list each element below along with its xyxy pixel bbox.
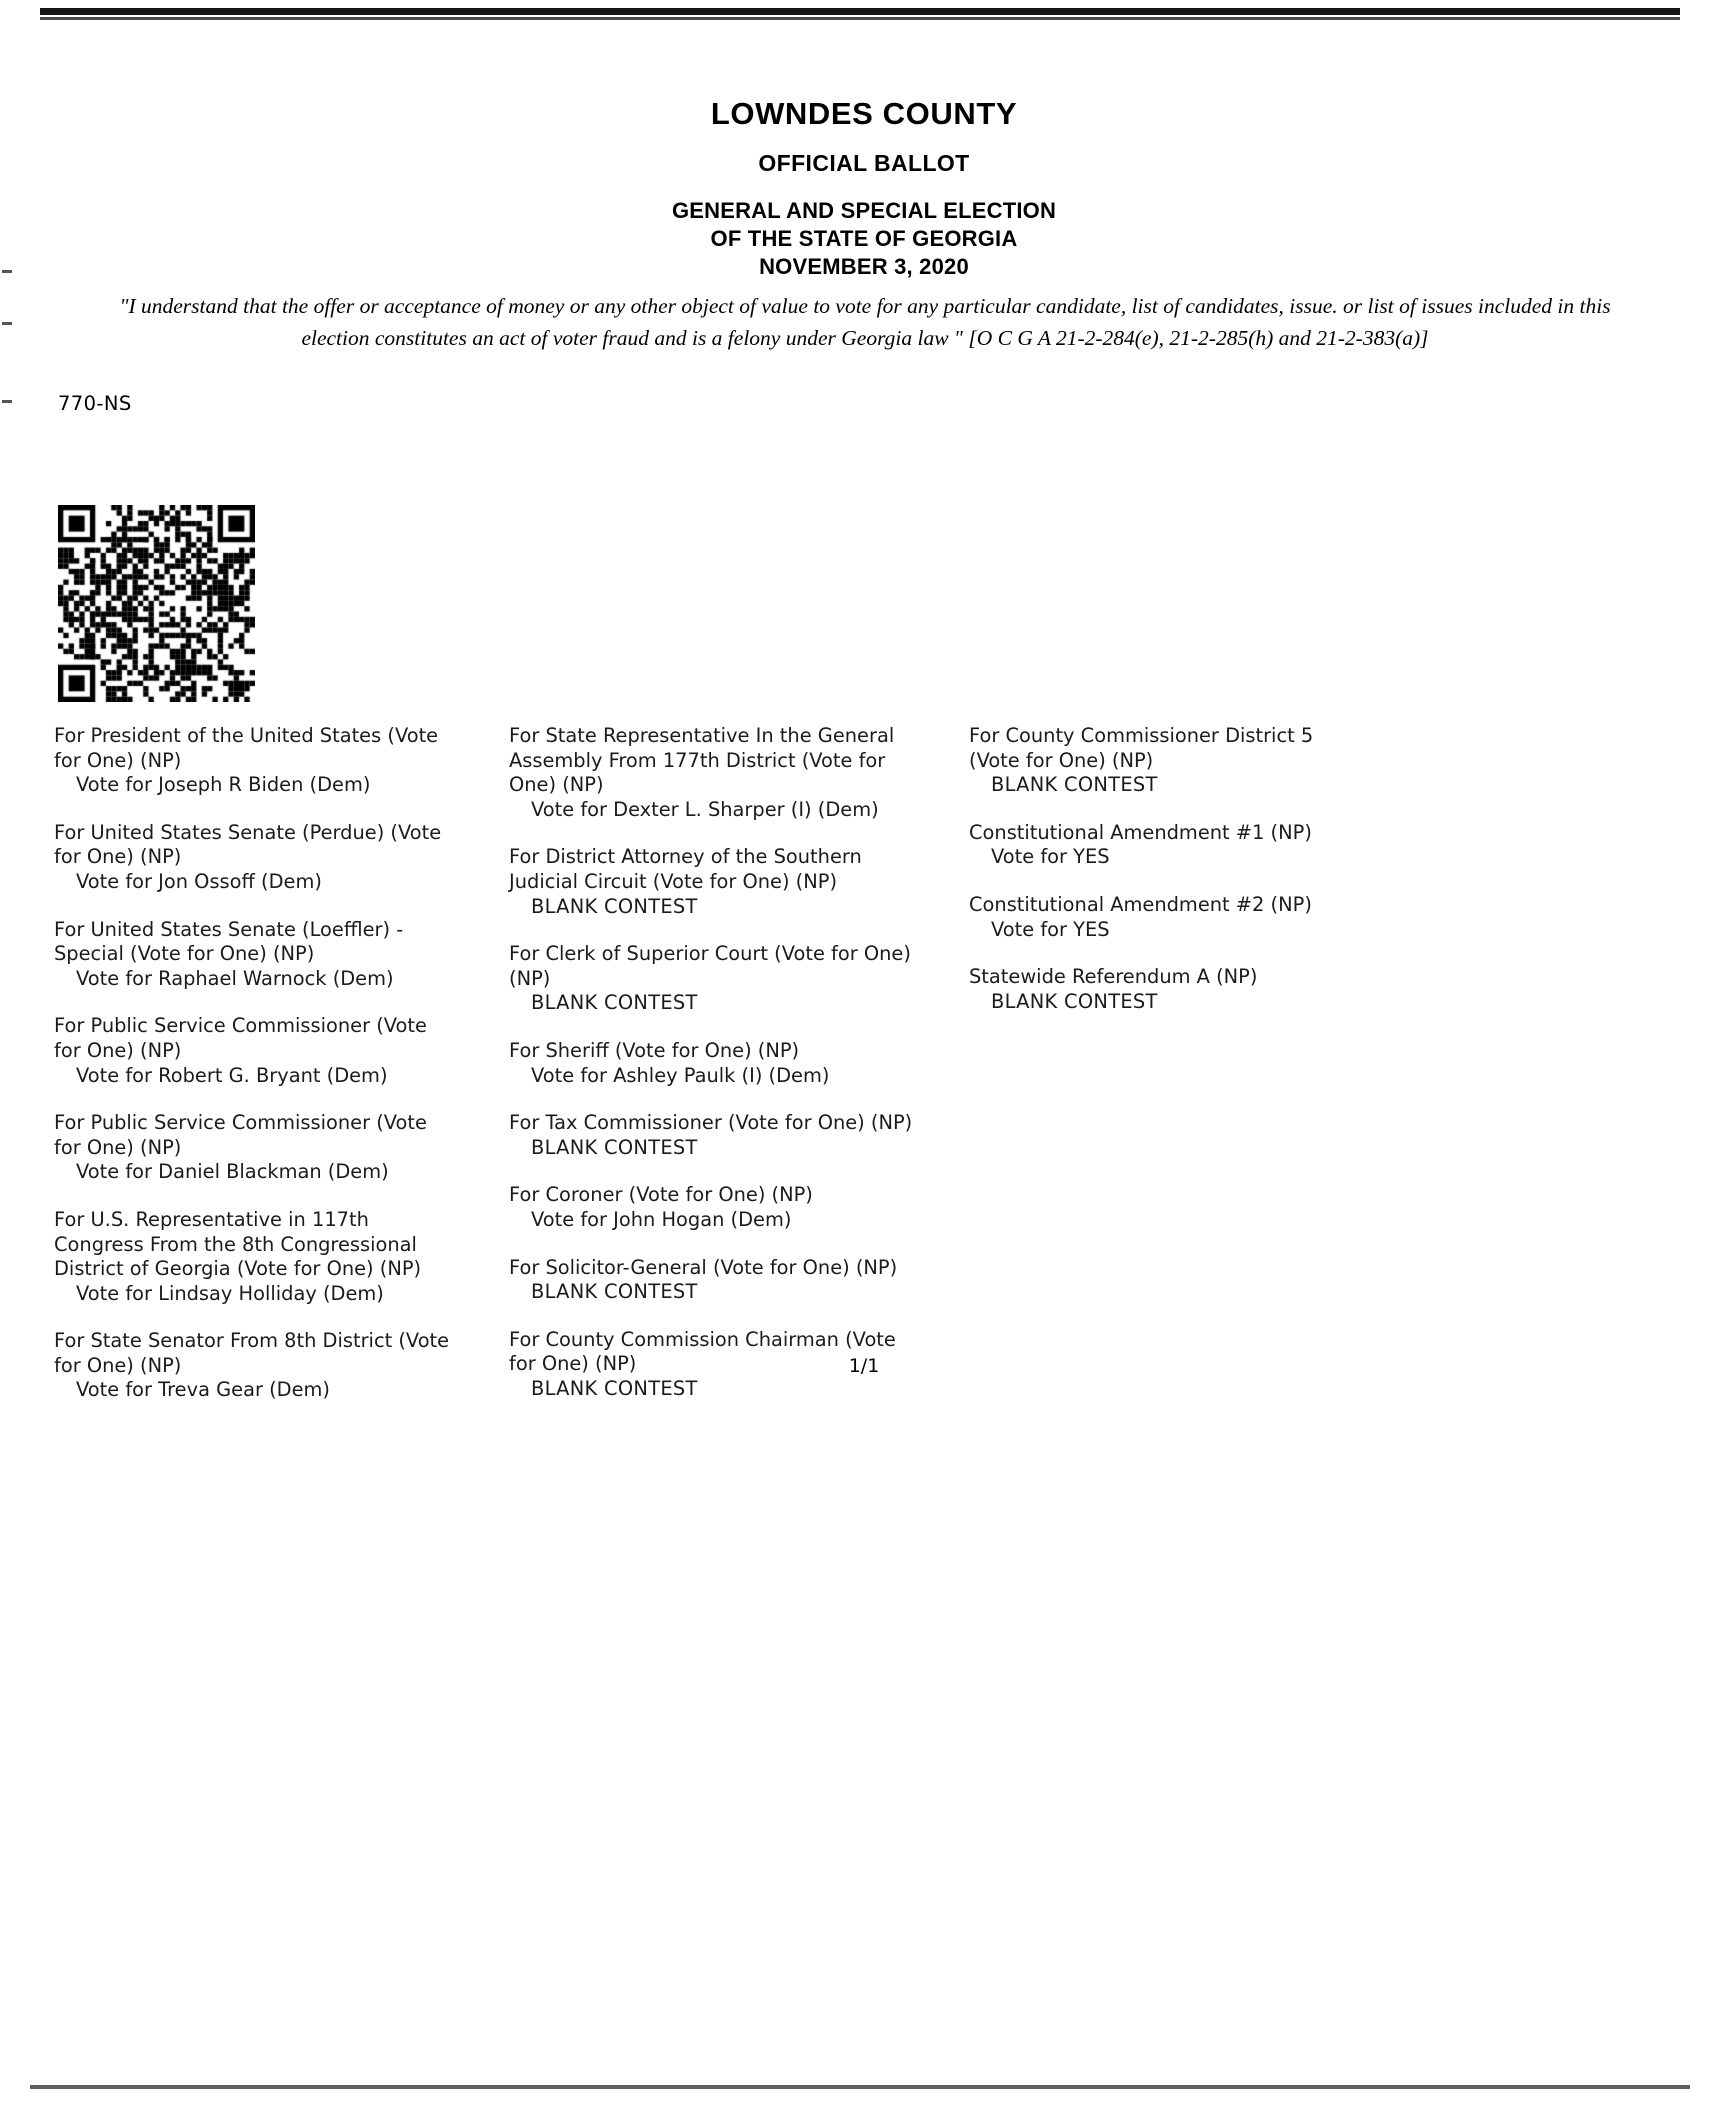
blank-contest-label: BLANK CONTEST [991,773,1158,797]
selected-choice: Vote for Joseph R Biden (Dem) [76,773,371,797]
contest [54,724,454,798]
contest-title: For Public Service Commissioner (Vote for One) (NP) [54,1014,427,1062]
contest-title: For County Commissioner District 5 (Vote for One) (NP) [969,724,1314,772]
contest-column-2 [509,724,919,1424]
contest-title: Constitutional Amendment #2 (NP) [969,892,1312,916]
selected-choice: Vote for Jon Ossoff (Dem) [76,869,322,893]
contest-title: For State Representative In the General Assembly From 177th District (Vote for One) (NP) [509,724,895,797]
selected-choice: Vote for Treva Gear (Dem) [76,1378,330,1402]
blank-contest-label: BLANK CONTEST [531,1280,698,1304]
selected-choice: Vote for Dexter L. Sharper (I) (Dem) [531,797,879,821]
contest-title: Statewide Referendum A (NP) [969,965,1258,989]
selected-choice: Vote for Daniel Blackman (Dem) [76,1160,389,1184]
official-ballot-title: OFFICIAL BALLOT [758,150,970,176]
contest-column-3 [969,724,1369,1037]
contest [509,942,919,1016]
page-number: 1/1 [848,1355,880,1377]
contest-title: For Coroner (Vote for One) (NP) [509,1183,813,1207]
blank-contest-label: BLANK CONTEST [991,989,1158,1013]
contest [509,1111,919,1160]
scan-artifact-left-2 [2,322,12,325]
county-title: LOWNDES COUNTY [710,96,1018,131]
contest [969,893,1369,942]
contest-title: For Tax Commissioner (Vote for One) (NP) [509,1111,913,1135]
contest-column-1 [54,724,454,1426]
election-title-line-1: GENERAL AND SPECIAL ELECTION [671,198,1057,223]
selected-choice: Vote for Robert G. Bryant (Dem) [76,1063,388,1087]
contest [509,1039,919,1088]
contest-title: For United States Senate (Loeffler) - Special (Vote for One) (NP) [54,917,404,966]
election-title-line-2: OF THE STATE OF GEORGIA [710,226,1018,251]
selected-choice: Vote for YES [991,845,1110,869]
contest-title: For Sheriff (Vote for One) (NP) [509,1038,800,1062]
contest [509,1183,919,1232]
contest-columns [54,724,1674,1426]
scan-artifact-bottom [30,2085,1690,2089]
blank-contest-label: BLANK CONTEST [531,894,698,918]
ballot-header [0,96,1728,281]
contest [54,821,454,895]
selected-choice: Vote for Ashley Paulk (I) (Dem) [531,1063,830,1087]
contest [54,1014,454,1088]
selected-choice: Vote for YES [991,917,1110,941]
contest-title: For County Commission Chairman (Vote for One) (NP) [509,1327,896,1376]
contest-title: Constitutional Amendment #1 (NP) [969,820,1312,844]
blank-contest-label: BLANK CONTEST [531,991,698,1015]
contest-title: For Clerk of Superior Court (Vote for One) (NP) [509,942,911,990]
scan-artifact-left-3 [2,400,12,403]
scan-artifact-top-secondary [40,17,1680,20]
blank-contest-label: BLANK CONTEST [531,1135,698,1159]
contest [969,724,1369,798]
contest-title: For State Senator From 8th District (Vote for One) (NP) [54,1329,450,1377]
contest [509,724,919,822]
voter-fraud-oath-text: "I understand that the offer or acceptance of money or any other object of value to vote for any particular candidate, list of candidates, issue. or list of issues included in this election constitutes an act of voter fraud and is a felony under Georgia law " [O C G A 21-2-284(e), 21-2-285(h) and 21-2-383(a)] [119,294,1611,350]
election-date: NOVEMBER 3, 2020 [759,254,969,279]
contest [509,1256,919,1305]
selected-choice: Vote for Raphael Warnock (Dem) [76,966,394,990]
contest [54,1111,454,1185]
contest [54,918,454,992]
contest [969,821,1369,870]
contest [54,1208,454,1306]
blank-contest-label: BLANK CONTEST [531,1376,698,1400]
contest [969,965,1369,1014]
ballot-style-id: 770-NS [58,392,132,415]
contest-title: For United States Senate (Perdue) (Vote for One) (NP) [54,820,442,869]
selected-choice: Vote for Lindsay Holliday (Dem) [76,1281,384,1305]
scan-artifact-top [40,8,1680,15]
contest-title: For U.S. Representative in 117th Congress From the 8th Congressional District of Georgia (Vote for One) (NP) [54,1207,422,1281]
selected-choice: Vote for John Hogan (Dem) [531,1207,792,1231]
contest-title: For District Attorney of the Southern Judicial Circuit (Vote for One) (NP) [509,845,862,893]
ballot-qr-code [58,505,255,702]
contest [509,845,919,919]
contest-title: For President of the United States (Vote for One) (NP) [54,724,439,772]
contest-title: For Public Service Commissioner (Vote for One) (NP) [54,1111,427,1159]
contest-title: For Solicitor-General (Vote for One) (NP) [509,1255,898,1279]
